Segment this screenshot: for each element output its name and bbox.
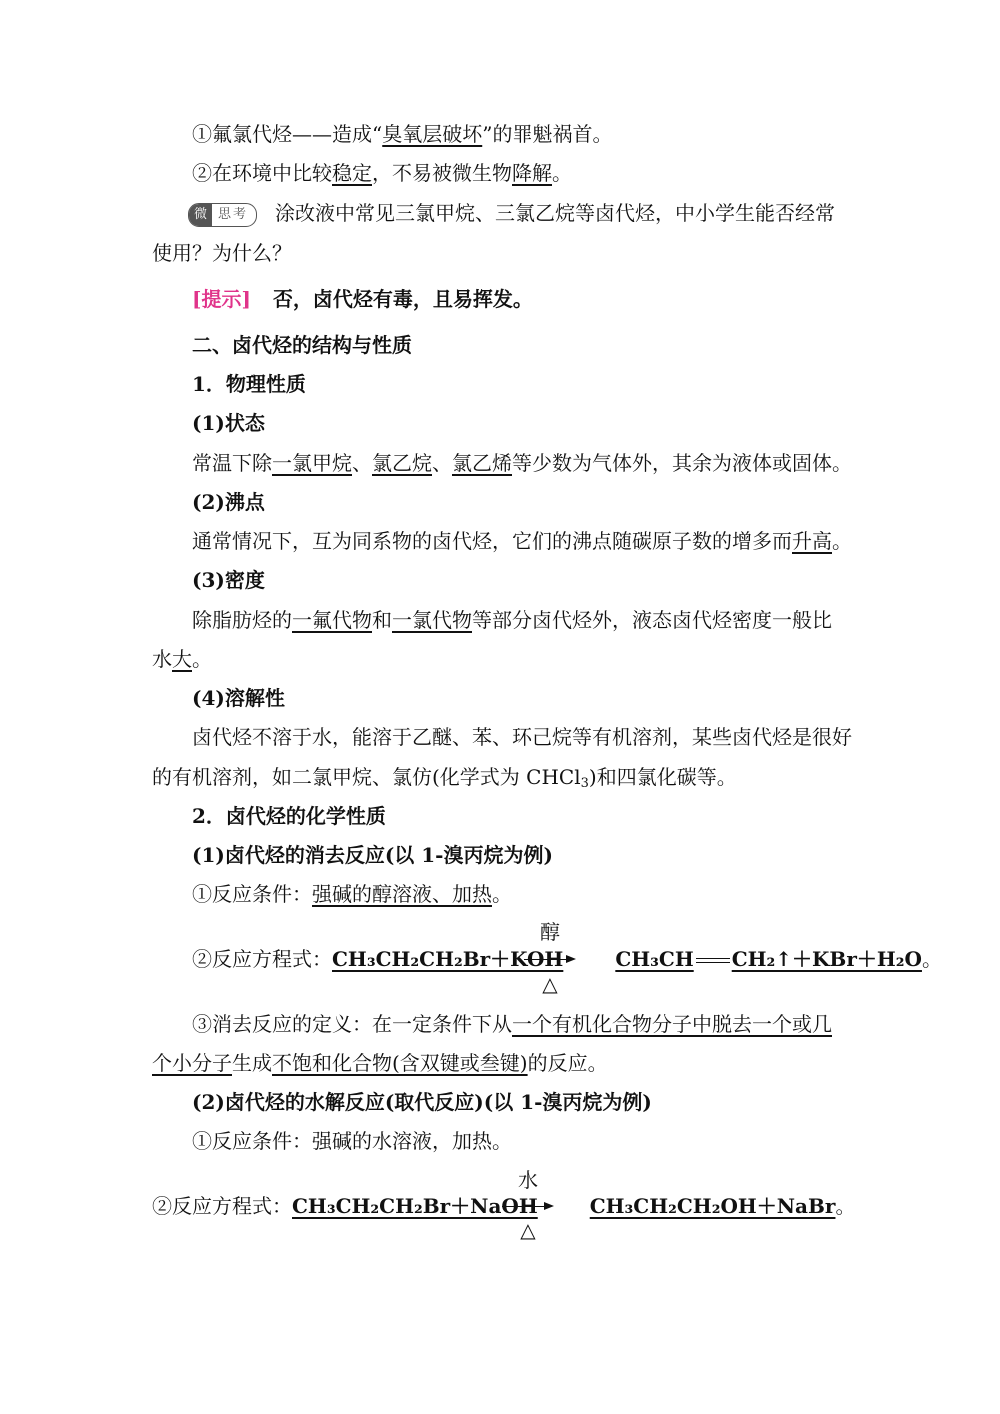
text: 通常情况下，互为同系物的卤代烃，它们的沸点随碳原子数的增多而 [192,529,792,553]
answer-blank: 降解 [512,161,552,185]
hint [192,286,533,312]
item-boiling-heading: (2)沸点 [192,490,265,514]
text: 的有机溶剂，如二氯甲烷、氯仿(化学式为 CHCl [152,765,581,789]
answer-blank: 升高 [792,529,832,553]
item-solubility-heading: (4)溶解性 [192,686,285,710]
text: ②在环境中比较 [192,161,332,185]
item-density-text [192,607,832,633]
answer-blank: 一氯代物 [392,608,472,632]
text: 等少数为气体外，其余为液体或固体。 [512,451,852,475]
text: 生成 [232,1051,272,1075]
text: 除脂肪烃的 [192,608,292,632]
reaction-arrow-icon [524,920,576,1000]
item-solubility-line-2 [152,764,737,790]
answer-blank: 氯乙烷 [372,451,432,475]
answer-blank: 氯乙烯 [452,451,512,475]
text: ②反应方程式： [152,1194,292,1218]
subscript: 3 [580,776,589,791]
item-boiling-text [192,528,852,554]
arrow-condition-below: △ [520,1218,536,1242]
text: 水 [152,647,172,671]
arrow-condition-above: 醇 [540,920,560,944]
think-question [188,200,835,227]
question-line-2: 使用？为什么？ [152,241,292,265]
equation-lhs: CH₃CH₂CH₂Br＋NaOH [292,1194,538,1218]
answer-blank: 强碱的醇溶液、加热 [312,882,492,906]
double-bond-icon [694,956,732,966]
hydrolysis-condition: ①反应条件：强碱的水溶液，加热。 [192,1129,512,1153]
equation-lhs: CH₃CH₂CH₂Br＋KOH [332,947,564,971]
answer-blank: 一氯甲烷 [272,451,352,475]
reaction-arrow-icon [502,1168,554,1248]
text: 。 [192,647,212,671]
item-state-text [192,450,852,476]
text: )和四氯化碳等。 [588,765,737,789]
text: 。 [832,529,852,553]
equation-rhs: CH₂↑＋KBr＋H₂O [731,947,922,971]
text: 的反应。 [527,1051,608,1075]
answer-blank: 臭氧层破坏 [382,122,483,146]
item-density-text-2 [152,646,212,672]
answer-blank: 大 [172,647,192,671]
answer-blank: 稳定 [332,161,372,185]
hint-text: 否，卤代烃有毒，且易挥发。 [272,287,533,311]
item-density-heading: (3)密度 [192,568,265,592]
answer-blank: 一氟代物 [292,608,372,632]
elimination-heading: (1)卤代烃的消去反应(以 1-溴丙烷为例) [192,843,553,867]
hydrolysis-heading: (2)卤代烃的水解反应(取代反应)(以 1-溴丙烷为例) [192,1090,652,1114]
elimination-condition [192,881,512,907]
subsection-physical: 1．物理性质 [192,372,306,396]
equation-rhs: CH₃CH₂CH₂OH＋NaBr [589,1194,836,1218]
hint-tag: [提示] [192,287,251,311]
badge-left: 微 [189,204,212,226]
badge-right: 思考 [218,206,249,222]
text: 常温下除 [192,451,272,475]
item-solubility-line-1: 卤代烃不溶于水，能溶于乙醚、苯、环己烷等有机溶剂，某些卤代烃是很好 [192,725,852,749]
line-stable [192,160,572,186]
arrow-condition-below: △ [542,972,558,996]
elimination-definition-2 [152,1050,608,1076]
line-cfc [192,121,612,147]
arrow-condition-above: 水 [518,1168,538,1192]
equation-rhs: CH₃CH [615,947,694,971]
section-heading: 二、卤代烃的结构与性质 [192,333,412,357]
text: ”的罪魁祸首。 [482,122,613,146]
text: 。 [552,161,572,185]
text: 。 [921,947,942,971]
text: 和 [372,608,392,632]
elimination-definition [192,1011,832,1037]
answer-blank: 个小分子 [152,1051,232,1075]
text: ①氟氯代烃——造成“ [192,122,383,146]
text: 、 [352,451,372,475]
subsection-chemical: 2．卤代烃的化学性质 [192,804,386,828]
text: ，不易被微生物 [372,161,512,185]
answer-blank: 不饱和化合物(含双键或叁键) [272,1051,528,1075]
question-line-1: 涂改液中常见三氯甲烷、三氯乙烷等卤代烃，中小学生能否经常 [275,201,836,225]
text: 。 [492,882,512,906]
text: ③消去反应的定义：在一定条件下从 [192,1012,512,1036]
text: 。 [835,1194,856,1218]
text: 、 [432,451,452,475]
think-badge-icon [188,203,257,227]
text: 等部分卤代烃外，液态卤代烃密度一般比 [472,608,832,632]
answer-blank: 一个有机化合物分子中脱去一个或几 [512,1012,832,1036]
text: ②反应方程式： [192,947,332,971]
item-state-heading: (1)状态 [192,411,265,435]
text: ①反应条件： [192,882,312,906]
